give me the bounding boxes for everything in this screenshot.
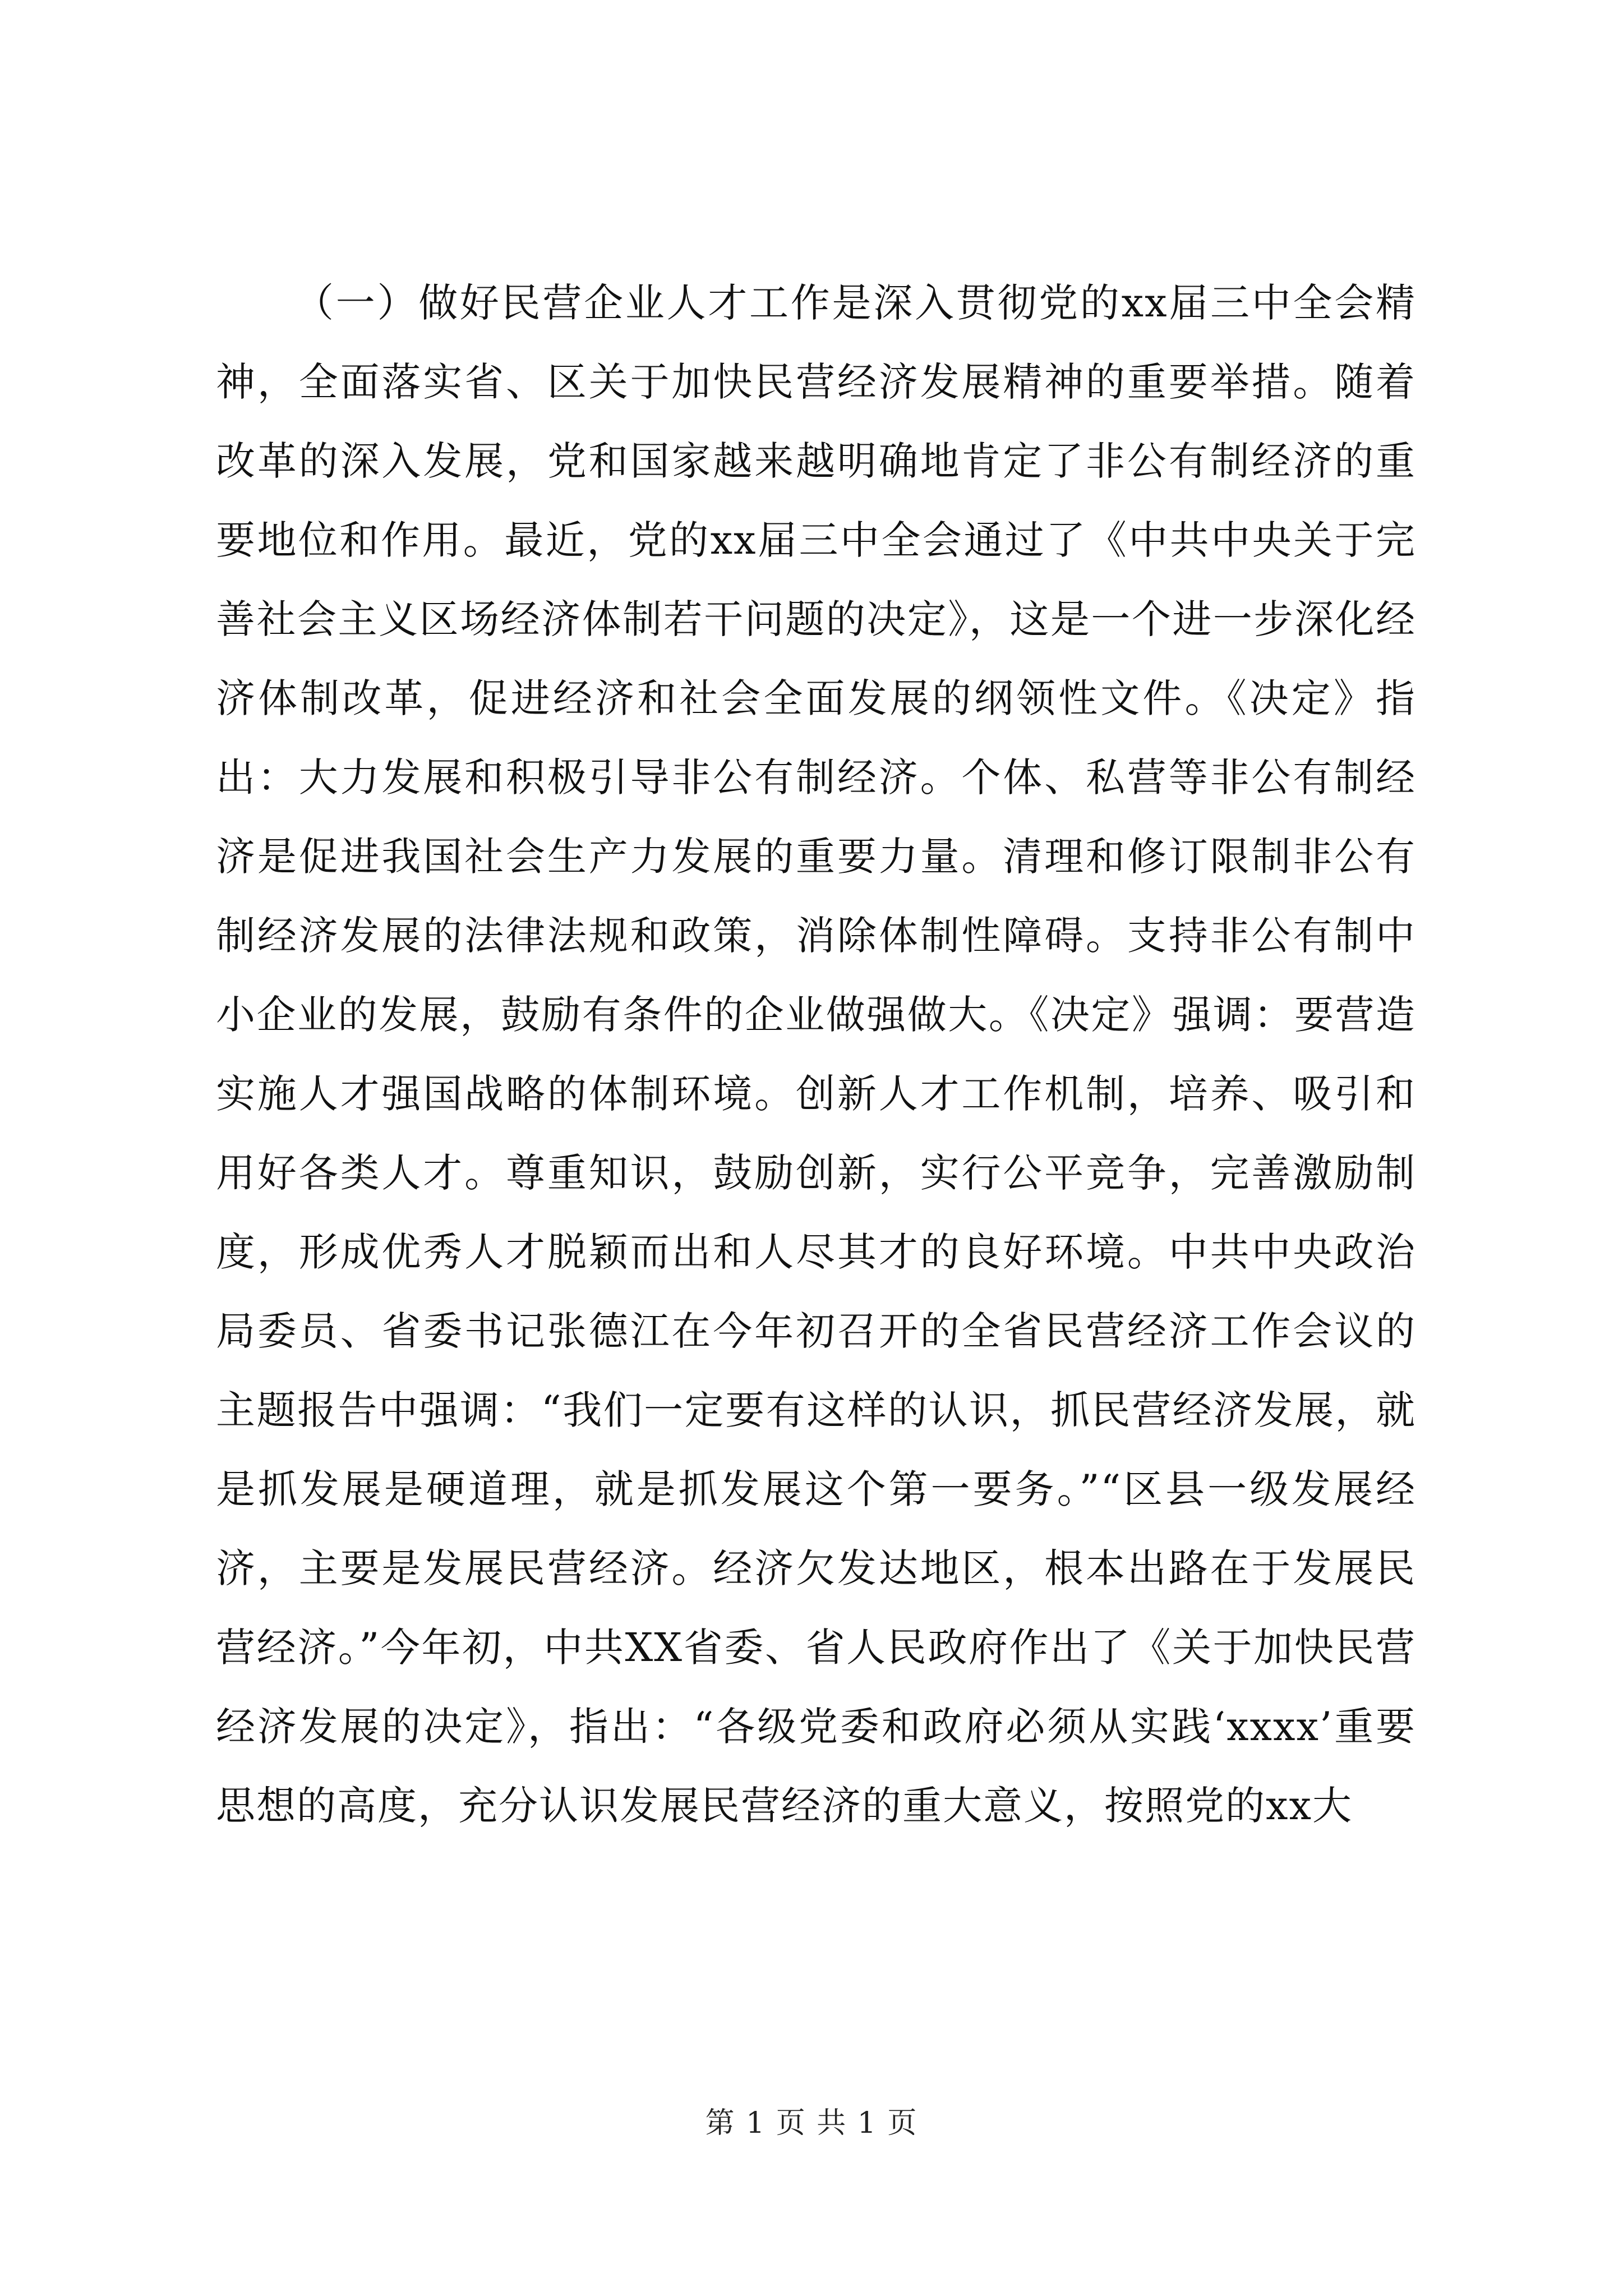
body-paragraph: （一）做好民营企业人才工作是深入贯彻党的xx届三中全会精神，全面落实省、区关于加快民营经济发展精神的重要举措。随着改革的深入发展，党和国家越来越明确地肯定了非公有制经济的重要地位和作用。最近，党的xx届三中全会通过了《中共中央关于完善社会主义区场经济体制若干问题的决定》，这是一个进一步深化经济体制改革，促进经济和社会全面发展的纲领性文件。《决定》指出：大力发展和积极引导非公有制经济。个体、私营等非公有制经济是促进我国社会生产力发展的重要力量。清理和修订限制非公有制经济发展的法律法规和政策，消除体制性障碍。支持非公有制中小企业的发展，鼓励有条件的企业做强做大。《决定》强调：要营造实施人才强国战略的体制环境。创新人才工作机制，培养、吸引和用好各类人才。尊重知识，鼓励创新，实行公平竞争，完善激励制度，形成优秀人才脱颖而出和人尽其才的良好环境。中共中央政治局委员、省委书记张德江在今年初召开的全省民营经济工作会议的主题报告中强调：“我们一定要有这样的认识，抓民营经济发展，就是抓发展是硬道理，就是抓发展这个第一要务。”“区县一级发展经济，主要是发展民营经济。经济欠发达地区，根本出路在于发展民营经济。”今年初，中共XX省委、省人民政府作出了《关于加快民营经济发展的决定》，指出：“各级党委和政府必须从实践‘xxxx’重要思想的高度，充分认识发展民营经济的重大意义，按照党的xx大 xyxy=(216,280,1416,1829)
page-footer: 第 1 页 共 1 页 xyxy=(705,2106,918,2140)
